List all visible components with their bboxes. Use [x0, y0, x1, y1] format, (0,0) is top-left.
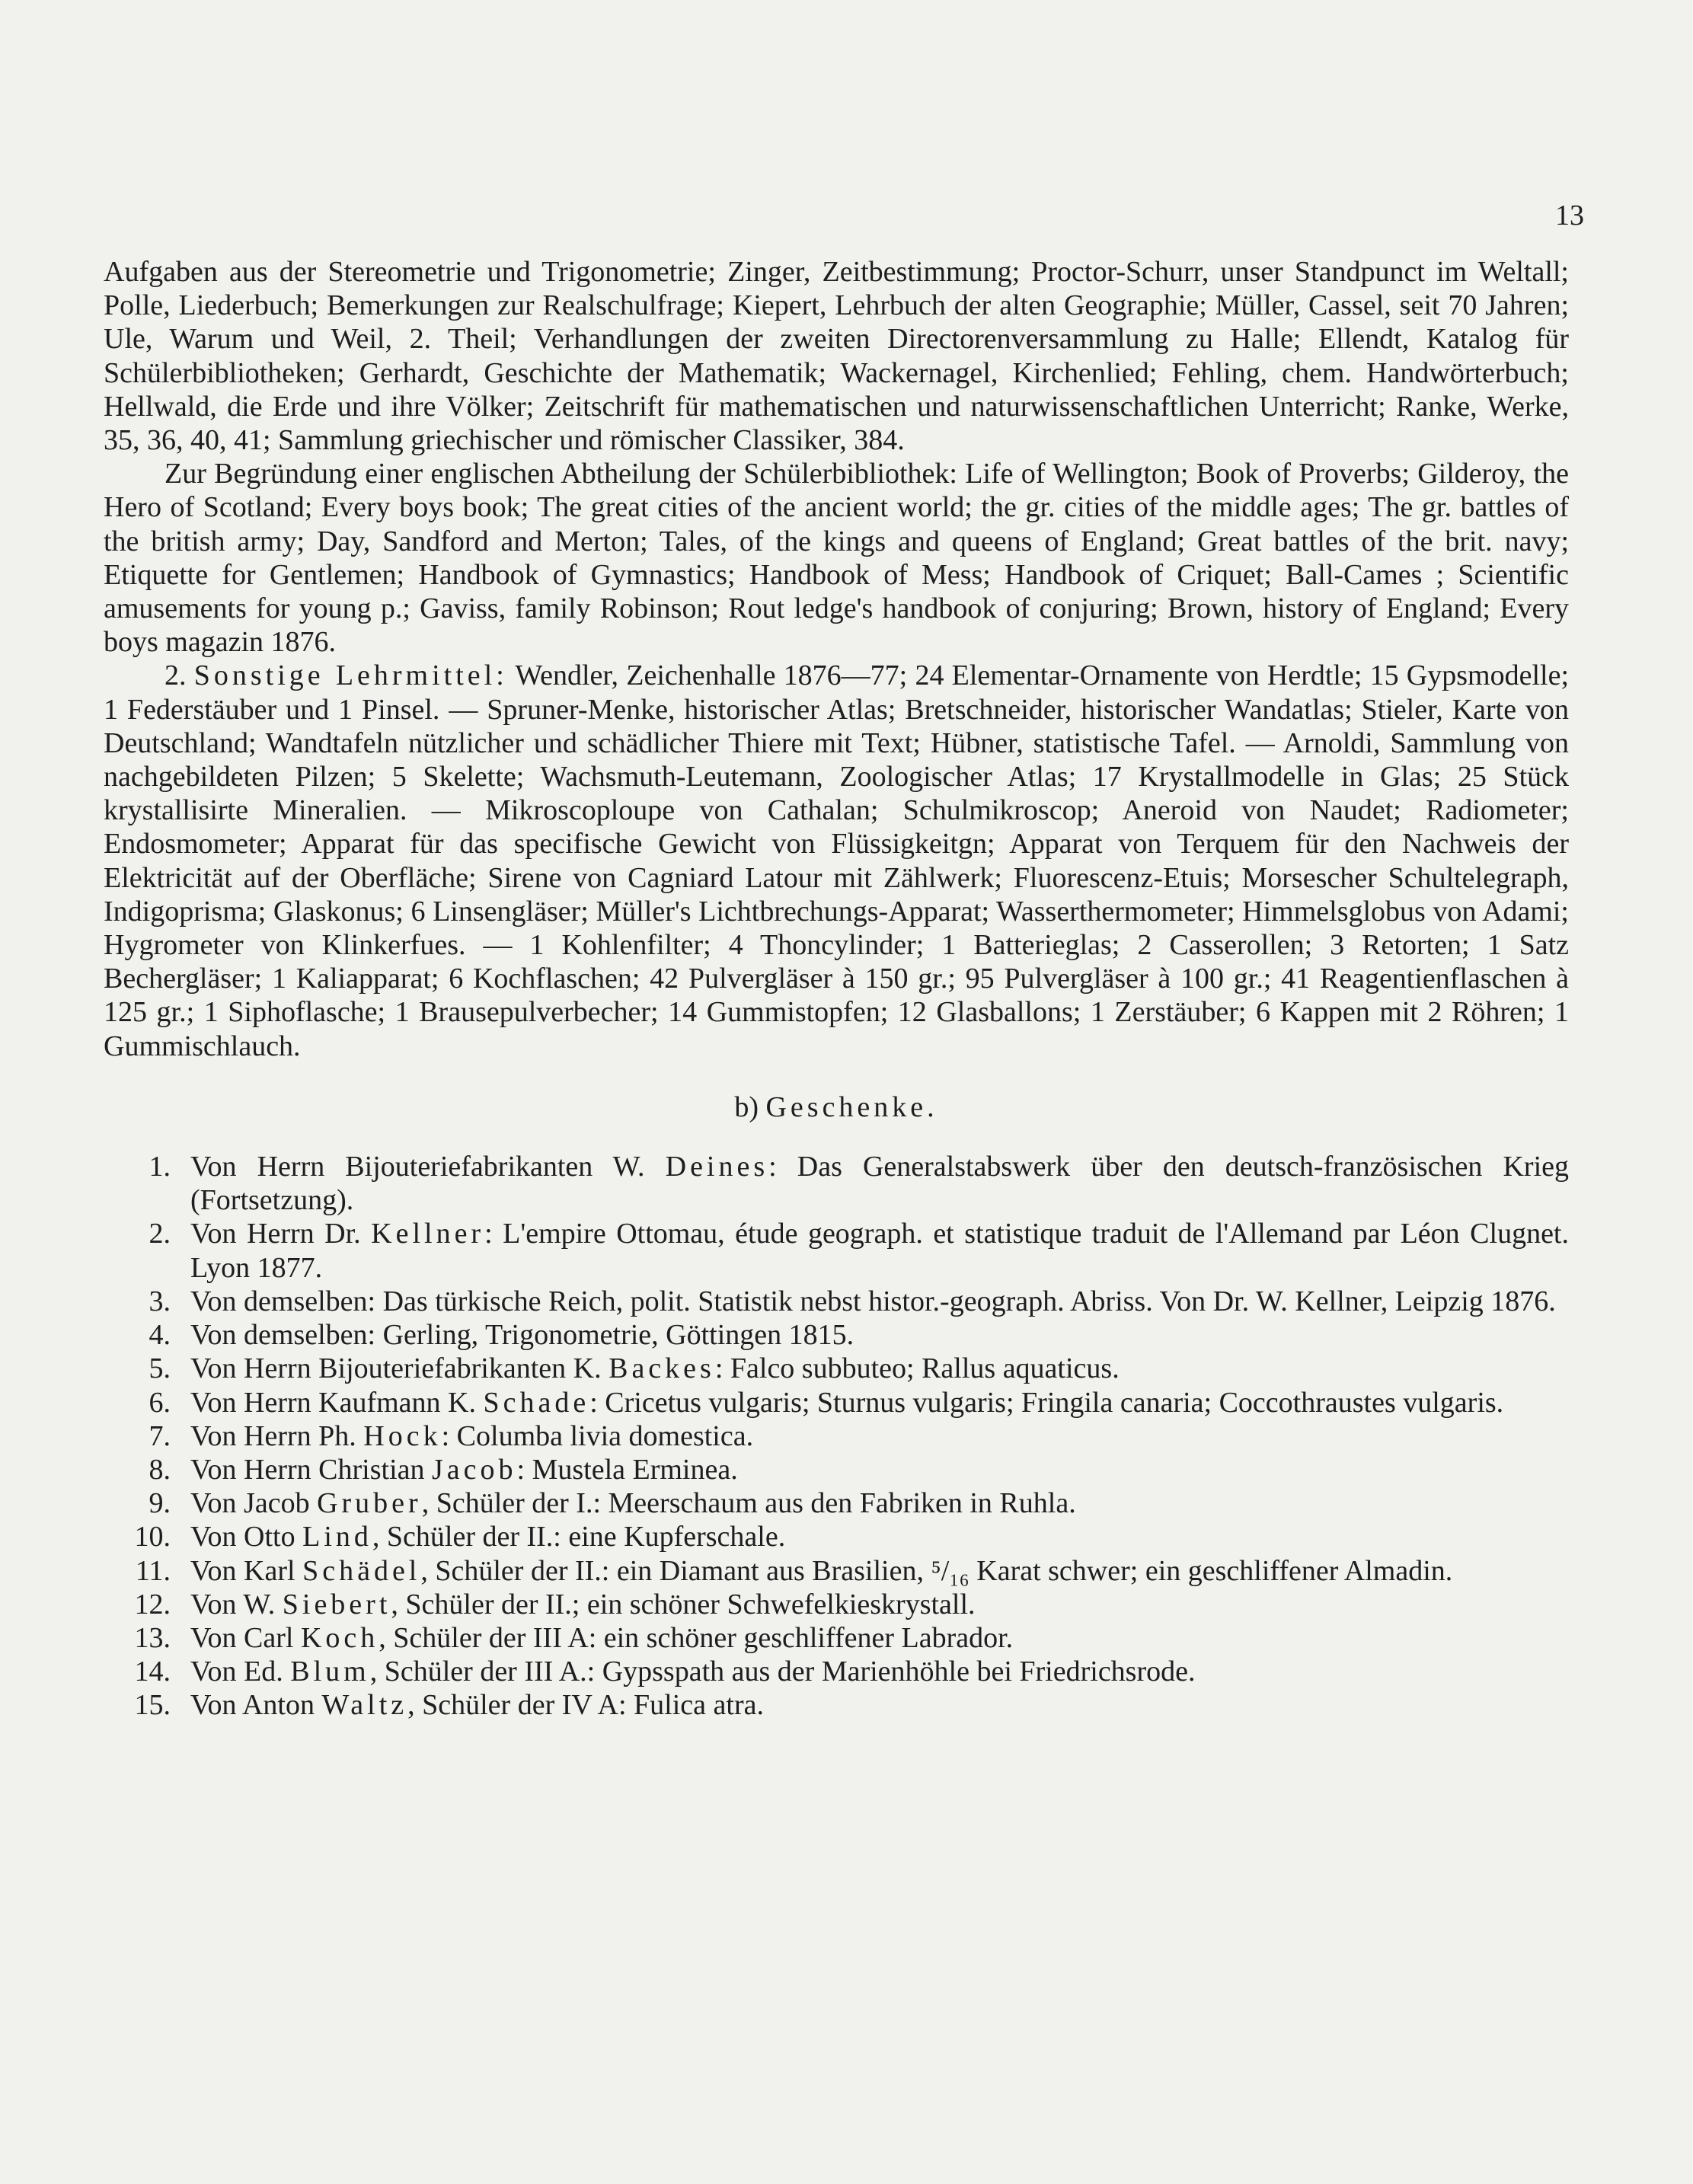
- donor-name: Schade: [483, 1386, 590, 1419]
- section-heading-lehrmittel: Sonstige Lehrmittel:: [193, 659, 508, 692]
- gift-text-rest: : Cricetus vulgaris; Sturnus vulgaris; Fringila canaria; Coccothraustes vulgaris.: [589, 1386, 1504, 1419]
- gift-text-lead: Von Herrn Kaufmann K.: [190, 1386, 484, 1419]
- gift-item: [104, 1554, 1569, 1588]
- donor-name: Koch: [300, 1621, 379, 1654]
- gift-item: [104, 1688, 1569, 1722]
- donor-name: Deines: [665, 1151, 769, 1183]
- gift-text-rest: : Falco subbuteo; Rallus aquaticus.: [714, 1352, 1120, 1385]
- gift-text-lead: Von Carl: [190, 1621, 301, 1654]
- gift-item: [104, 1453, 1569, 1486]
- gift-list: [104, 1150, 1569, 1722]
- gift-item: [104, 1486, 1569, 1520]
- gift-text: [190, 1419, 1569, 1453]
- gift-text-lead: Von Karl: [190, 1554, 303, 1587]
- gift-text-rest: : L'empire Ottomau, étude geograph. et statistique traduit de l'Allemand par Léon Clugnet. Lyon 1877.: [190, 1218, 1569, 1284]
- donor-name: Jacob: [432, 1453, 517, 1486]
- section-heading-geschenke: [104, 1090, 1569, 1124]
- gift-text-lead: Von Herrn Christian: [190, 1453, 432, 1486]
- gift-text-rest: , Schüler der III A.: Gypsspath aus der Marienhöhle bei Friedrichsrode.: [369, 1656, 1196, 1688]
- gift-text-lead: Von demselben: Das türkische Reich, polit. Statistik nebst histor.-geograph. Abriss. Von Dr. W. Kellner, Leipzig 1876.: [190, 1285, 1556, 1317]
- gift-text: [190, 1588, 1569, 1621]
- gift-item: [104, 1150, 1569, 1217]
- gift-number: 14.: [134, 1656, 171, 1688]
- gift-item: [104, 1217, 1569, 1284]
- donor-name: Backes: [609, 1352, 715, 1385]
- gift-text: [190, 1453, 1569, 1486]
- gift-text-rest: , Schüler der II.; ein schöner Schwefelkieskrystall.: [391, 1588, 976, 1620]
- donor-name: Schädel: [302, 1554, 421, 1587]
- donor-name: Blum: [290, 1656, 370, 1688]
- gift-number: 11.: [135, 1554, 171, 1587]
- gift-text: [190, 1386, 1569, 1419]
- gift-text-lead: Von Jacob: [190, 1487, 318, 1520]
- section-title: Geschenke.: [765, 1090, 938, 1123]
- donor-name: Lind: [302, 1521, 372, 1553]
- gift-number: 7.: [149, 1419, 171, 1452]
- gift-text: [190, 1150, 1569, 1217]
- gift-text-rest: : Columba livia domestica.: [441, 1419, 754, 1452]
- gift-item: [104, 1520, 1569, 1553]
- gift-text: [190, 1486, 1569, 1520]
- paragraph-english-library: Zur Begründung einer englischen Abtheilung der Schülerbibliothek: Life of Wellington; Book of Proverbs; Gilderoy, the Hero of Scotland; Every boys book; The great cities of the ancient world; the gr. cities of the middle ages; The gr. battles of the british army; Day, Sandford and Merton; Tales, of the kings and queens of England; Great battles of the brit. navy; Etiquette for Gentlemen; Handbook of Gymnastics; Handbook of Mess; Handbook of Criquet; Ball-Cames ; Scientific amusements for young p.; Gaviss, family Robinson; Rout ledge's handbook of conjuring; Brown, history of England; Every boys magazin 1876.: [104, 458, 1569, 659]
- gift-number: 9.: [149, 1487, 171, 1520]
- gift-item: [104, 1621, 1569, 1655]
- paragraph-book-list: Aufgaben aus der Stereometrie und Trigonometrie; Zinger, Zeitbestimmung; Proctor-Schurr, unser Standpunct im Weltall; Polle, Liederbuch; Bemerkungen zur Realschulfrage; Kiepert, Lehrbuch der alten Geographie; Müller, Cassel, seit 70 Jahren; Ule, Warum und Weil, 2. Theil; Verhandlungen der zweiten Directorenversammlung zu Halle; Ellendt, Katalog für Schülerbibliotheken; Gerhardt, Geschichte der Mathematik; Wackernagel, Kirchenlied; Fehling, chem. Handwörterbuch; Hellwald, die Erde und ihre Völker; Zeitschrift für mathematischen und naturwissenschaftlichen Unterricht; Ranke, Werke, 35, 36, 40, 41; Sammlung griechischer und römischer Classiker, 384.: [104, 256, 1569, 457]
- gift-text: [190, 1352, 1569, 1385]
- gift-text: [190, 1520, 1569, 1553]
- gift-number: 10.: [134, 1521, 171, 1553]
- donor-name: Siebert: [282, 1588, 391, 1620]
- gift-item: [104, 1588, 1569, 1621]
- gift-item: [104, 1419, 1569, 1453]
- gift-number: 15.: [134, 1689, 171, 1722]
- gift-text-lead: Von Ed.: [190, 1656, 291, 1688]
- gift-number: 6.: [149, 1386, 171, 1419]
- gift-number: 4.: [149, 1319, 171, 1352]
- gift-text-rest: : Mustela Erminea.: [516, 1453, 738, 1486]
- gift-item: [104, 1318, 1569, 1352]
- lehrmittel-text: Wendler, Zeichenhalle 1876—77; 24 Elementar-Ornamente von Herdtle; 15 Gypsmodelle; 1 Federstäuber und 1 Pinsel. — Spruner-Menke, historischer Atlas; Bretschneider, historischer Wandatlas; Stieler, Karte von Deutschland; Wandtafeln nützlicher und schädlicher Thiere mit Text; Hübner, statistische Tafel. — Arnoldi, Sammlung von nachgebildeten Pilzen; 5 Skelette; Wachsmuth-Leutemann, Zoologischer Atlas; 17 Krystallmodelle in Glas; 25 Stück krystallisirte Mineralien. — Mikroscoploupe von Cathalan; Schulmikroscop; Aneroid von Naudet; Radiometer; Endosmometer; Apparat für das specifische Gewicht von Flüssigkeitgn; Apparat von Terquem für den Nachweis der Elektricität auf der Oberfläche; Sirene von Cagniard Latour mit Zählwerk; Fluorescenz-Etuis; Morsescher Schultelegraph, Indigoprisma; Glaskonus; 6 Linsengläser; Müller's Lichtbrechungs-Apparat; Wasserthermometer; Himmelsglobus von Adami; Hygrometer von Klinkerfues. — 1 Kohlenfilter; 4 Thoncylinder; 1 Batterieglas; 2 Casserollen; 3 Retorten; 1 Satz Bechergläser; 1 Kaliapparat; 6 Kochflaschen; 42 Pulvergläser à 150 gr.; 95 Pulvergläser à 100 gr.; 41 Reagentienflaschen à 125 gr.; 1 Siphoflasche; 1 Brausepulverbecher; 14 Gummistopfen; 12 Glasballons; 1 Zerstäuber; 6 Kappen mit 2 Röhren; 1 Gummischlauch.: [104, 659, 1570, 1062]
- gift-number: 12.: [134, 1588, 171, 1620]
- paragraph-other-teaching-materials: [104, 659, 1569, 1062]
- gift-text-lead: Von Otto: [190, 1521, 303, 1553]
- page-body: [104, 255, 1569, 1723]
- gift-number: 3.: [149, 1285, 171, 1317]
- gift-item: [104, 1386, 1569, 1419]
- gift-number: 5.: [149, 1352, 171, 1385]
- gift-text-rest: , Schüler der IV A: Fulica atra.: [407, 1689, 764, 1722]
- gift-number: 13.: [134, 1621, 171, 1654]
- gift-text-rest: , Schüler der II.: eine Kupferschale.: [372, 1521, 786, 1553]
- donor-name: Gruber: [317, 1487, 422, 1520]
- gift-number: 1.: [149, 1151, 171, 1183]
- section-label: b): [734, 1090, 759, 1123]
- gift-text-rest: , Schüler der III A: ein schöner geschliffener Labrador.: [379, 1621, 1014, 1654]
- donor-name: Hock: [363, 1419, 442, 1452]
- gift-number: 8.: [149, 1453, 171, 1486]
- gift-text-lead: Von Anton: [190, 1689, 322, 1722]
- gift-item: [104, 1655, 1569, 1688]
- gift-text: [190, 1554, 1569, 1588]
- gift-text: [190, 1688, 1569, 1722]
- section-number: 2.: [165, 659, 187, 692]
- gift-text-rest: , Schüler der II.: ein Diamant aus Brasilien, ⁵/₁₆ Karat schwer; ein geschliffener Almadin.: [420, 1554, 1453, 1587]
- gift-number: 2.: [149, 1218, 171, 1250]
- gift-text: [190, 1621, 1569, 1655]
- gift-text-lead: Von demselben: Gerling, Trigonometrie, Göttingen 1815.: [190, 1319, 854, 1352]
- donor-name: Kellner: [371, 1218, 485, 1250]
- gift-item: [104, 1285, 1569, 1318]
- gift-item: [104, 1352, 1569, 1385]
- page-number: 13: [1555, 200, 1584, 231]
- donor-name: Waltz: [321, 1689, 408, 1722]
- gift-text: [190, 1655, 1569, 1688]
- gift-text-lead: Von Herrn Ph.: [190, 1419, 364, 1452]
- gift-text-lead: Von Herrn Bijouteriefabrikanten K.: [190, 1352, 609, 1385]
- gift-text-rest: , Schüler der I.: Meerschaum aus den Fabriken in Ruhla.: [421, 1487, 1076, 1520]
- gift-text-lead: Von Herrn Dr.: [190, 1218, 372, 1250]
- gift-text-lead: Von Herrn Bijouteriefabrikanten W.: [190, 1151, 666, 1183]
- gift-text-lead: Von W.: [190, 1588, 283, 1620]
- gift-text-rest: : Das Generalstabswerk über den deutsch-französischen Krieg (Fortsetzung).: [190, 1151, 1569, 1217]
- gift-text: [190, 1217, 1569, 1284]
- gift-text: [190, 1285, 1569, 1318]
- gift-text: [190, 1318, 1569, 1352]
